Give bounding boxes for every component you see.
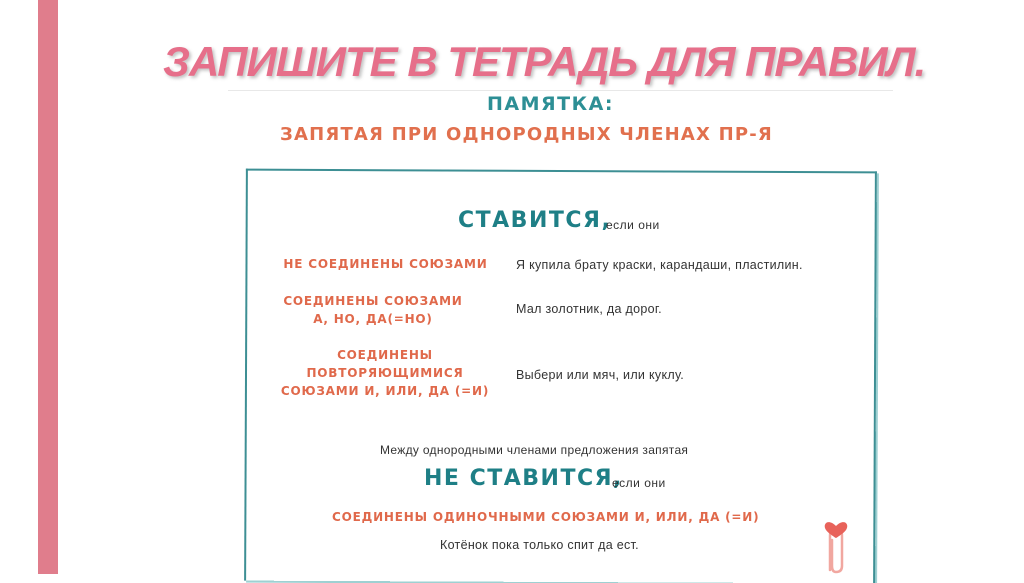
- condition-not-joined: [278, 255, 493, 273]
- example-3: Выбери или мяч, или куклу.: [516, 368, 685, 382]
- memo-heading: ПАМЯТКА:: [487, 93, 614, 115]
- title-divider: [228, 90, 893, 91]
- slide-title: ЗАПИШИТЕ В ТЕТРАДЬ ДЛЯ ПРАВИЛ.: [163, 38, 926, 85]
- example-2: Мал золотник, да дорог.: [516, 302, 662, 316]
- condition-line: НЕ СОЕДИНЕНЫ СОЮЗАМИ: [283, 257, 488, 271]
- condition-line: СОЕДИНЕНЫ: [337, 348, 433, 362]
- placed-suffix: если они: [606, 218, 660, 232]
- condition-repeated: [270, 346, 500, 400]
- example-4: Котёнок пока только спит да ест.: [440, 538, 639, 552]
- paperclip-heart-icon: [816, 510, 856, 574]
- left-accent-bar: [38, 0, 58, 574]
- condition-line: ПОВТОРЯЮЩИМИСЯ: [306, 366, 464, 380]
- placed-title: СТАВИТСЯ,: [458, 208, 612, 233]
- condition-line: СОЮЗАМИ И, ИЛИ, ДА (=И): [280, 384, 490, 398]
- condition-line: А, НО, ДА(=НО): [313, 312, 433, 326]
- not-placed-intro: Между однородными членами предложения запятая: [380, 443, 689, 457]
- not-placed-title: НЕ СТАВИТСЯ,: [424, 466, 623, 491]
- condition-line: СОЕДИНЕНЫ СОЮЗАМИ: [283, 294, 463, 308]
- not-placed-suffix: если они: [612, 476, 666, 490]
- condition-single-conj: СОЕДИНЕНЫ ОДИНОЧНЫМИ СОЮЗАМИ И, ИЛИ, ДА (=И): [332, 510, 760, 524]
- memo-subheading: ЗАПЯТАЯ ПРИ ОДНОРОДНЫХ ЧЛЕНАХ ПР-Я: [280, 124, 773, 145]
- condition-adversative: [278, 292, 468, 328]
- example-1: Я купила брату краски, карандаши, пластилин.: [516, 258, 803, 272]
